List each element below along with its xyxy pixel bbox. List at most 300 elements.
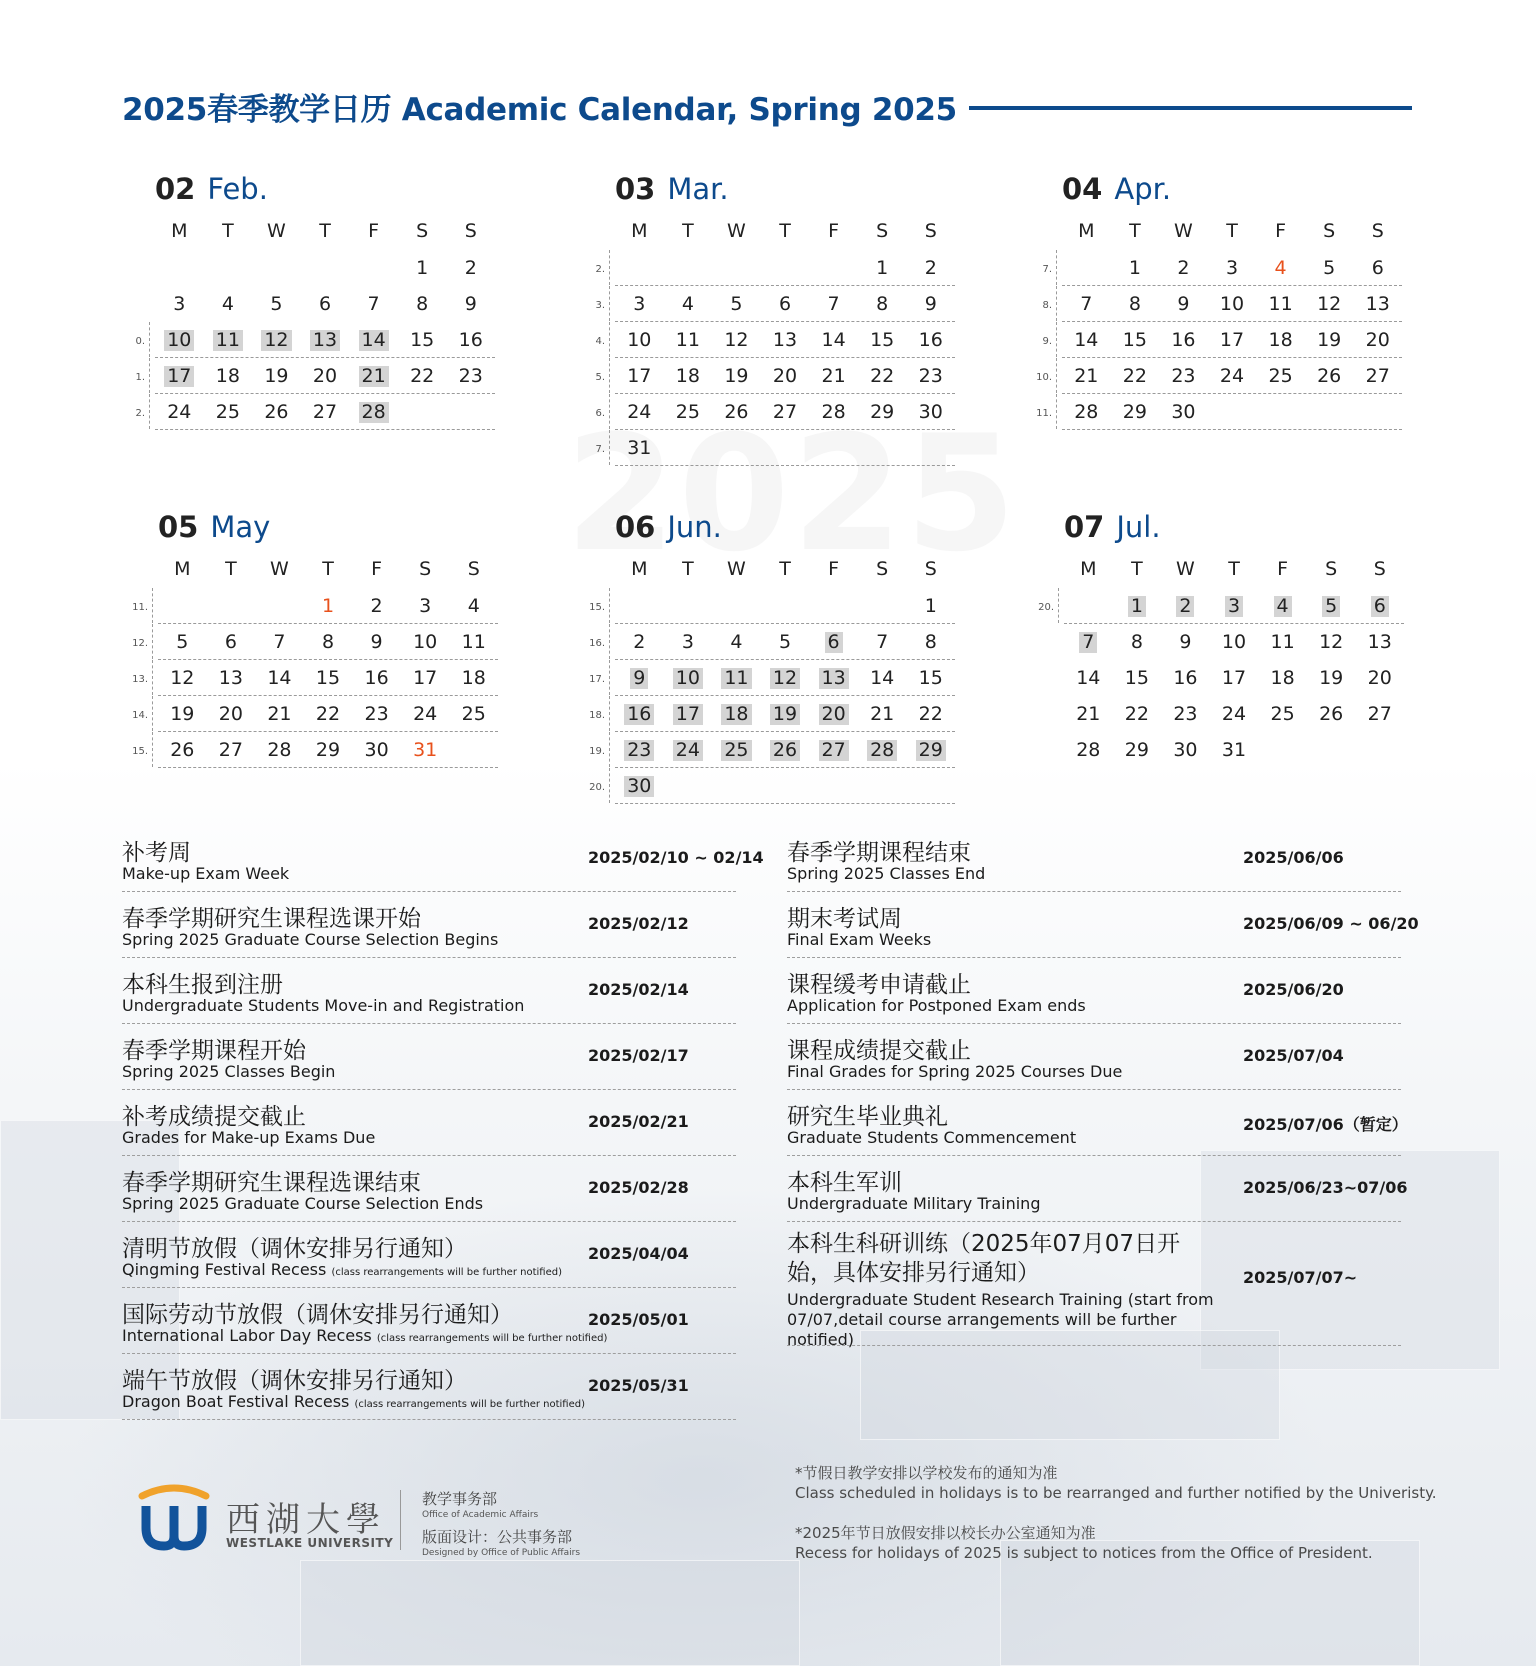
calendar-day	[712, 257, 761, 279]
calendar-day	[1307, 595, 1356, 617]
calendar-day	[301, 293, 350, 315]
calendar-day	[1208, 293, 1257, 315]
calendar-day	[446, 401, 495, 423]
week-divider	[609, 322, 610, 357]
teaching-week-number: 20.	[1038, 602, 1054, 613]
event-title-cn: 课程缓考申请截止	[787, 972, 971, 998]
event-date: 2025/05/01	[588, 1310, 689, 1329]
day-number: 20	[312, 364, 338, 387]
calendar-day	[449, 703, 498, 725]
calendar-day	[858, 595, 907, 617]
teaching-week-number: 0.	[135, 336, 145, 347]
calendar-day	[255, 703, 304, 725]
event-title-en-text: International Labor Day Recess	[122, 1326, 372, 1345]
month-name: Jun.	[667, 510, 722, 544]
day-number: 8	[321, 630, 335, 653]
calendar-day	[664, 401, 713, 423]
calendar-day	[1210, 703, 1259, 725]
day-number: 25	[675, 400, 700, 423]
day-number: 11	[213, 330, 243, 351]
event-note: (class rearrangements will be further notified)	[331, 1267, 562, 1278]
calendar-day	[1353, 329, 1402, 351]
calendar-day	[906, 631, 955, 653]
week-divider	[1056, 322, 1057, 357]
day-number: 10	[627, 328, 652, 351]
day-number: 22	[870, 364, 895, 387]
calendar-day	[398, 365, 447, 387]
day-number: 30	[1171, 400, 1196, 423]
day-number: 25	[721, 740, 751, 761]
day-number: 6	[1371, 256, 1384, 279]
day-number: 30	[1173, 739, 1198, 761]
day-number: 4	[681, 292, 694, 315]
day-number: 16	[1171, 328, 1196, 351]
day-number: 1	[1128, 596, 1146, 617]
day-number: 9	[1179, 631, 1192, 653]
calendar-day	[615, 437, 664, 459]
month-header	[125, 172, 495, 212]
event-title-en	[122, 1128, 375, 1147]
calendar-day	[1305, 293, 1354, 315]
calendar-day	[349, 257, 398, 279]
week-divider	[609, 430, 610, 465]
calendar-event	[122, 1090, 736, 1156]
calendar-day	[712, 329, 761, 351]
week-row	[595, 394, 955, 430]
day-number: 29	[1124, 739, 1149, 761]
teaching-week-number: 12.	[132, 638, 148, 649]
day-number: 5	[1323, 256, 1336, 279]
calendar-day	[712, 401, 761, 423]
calendar-day	[349, 365, 398, 387]
event-date: 2025/06/09 ~ 06/20	[1243, 914, 1419, 933]
calendar-day	[1355, 631, 1404, 653]
day-number: 26	[1317, 364, 1342, 387]
day-number: 14	[267, 666, 292, 689]
week-row	[1042, 286, 1402, 322]
calendar-day	[761, 365, 810, 387]
day-number: 26	[170, 738, 195, 761]
calendar-day	[1159, 293, 1208, 315]
calendar-day	[204, 401, 253, 423]
weekday-label: F	[368, 220, 380, 242]
day-number: 21	[267, 702, 292, 725]
day-number: 23	[1171, 364, 1196, 387]
day-number: 25	[461, 702, 486, 725]
week-row	[589, 624, 955, 660]
calendar-day	[906, 365, 955, 387]
title-rule	[969, 106, 1412, 110]
calendar-day	[1113, 631, 1162, 653]
day-number: 18	[721, 704, 751, 725]
calendar-day	[1062, 365, 1111, 387]
event-title-cn: 课程成绩提交截止	[787, 1038, 971, 1064]
calendar-day	[809, 595, 858, 617]
calendar-day	[155, 257, 204, 279]
calendar-day	[809, 739, 858, 761]
event-title-en	[122, 930, 498, 949]
day-number: 14	[1074, 328, 1099, 351]
day-number: 4	[730, 630, 743, 653]
footnotes	[795, 1462, 1495, 1582]
calendar-day	[761, 775, 810, 797]
calendar-day	[615, 703, 664, 725]
events-right	[787, 826, 1419, 1349]
day-number: 6	[825, 632, 843, 653]
day-number: 28	[821, 400, 846, 423]
day-number: 22	[410, 364, 435, 387]
day-number: 3	[633, 292, 646, 315]
calendar-day	[1161, 595, 1210, 617]
day-number: 13	[1365, 292, 1390, 315]
day-number: 26	[770, 740, 800, 761]
calendar-event	[122, 826, 764, 892]
day-number: 28	[1076, 739, 1101, 761]
calendar-day	[1064, 667, 1113, 689]
calendar-day	[712, 365, 761, 387]
day-number: 28	[1074, 400, 1099, 423]
day-number: 15	[918, 666, 943, 689]
day-number: 2	[1177, 256, 1190, 279]
event-title-en-text: Qingming Festival Recess	[122, 1260, 327, 1279]
calendar-event	[122, 1222, 736, 1288]
calendar-day	[446, 365, 495, 387]
month-header	[1034, 510, 1404, 550]
calendar-day	[664, 365, 713, 387]
teaching-week-number: 15.	[132, 746, 148, 757]
calendar-day	[906, 293, 955, 315]
weekday-header-row	[1062, 212, 1402, 250]
calendar-day	[304, 667, 353, 689]
logo-chinese-name: 西湖大學	[226, 1500, 386, 1540]
weekday-label: W	[267, 220, 286, 242]
calendar-day	[449, 667, 498, 689]
day-number: 13	[772, 328, 798, 351]
weekday-label: S	[464, 220, 477, 242]
calendar-day	[615, 257, 664, 279]
calendar-day	[858, 293, 907, 315]
calendar-day	[301, 401, 350, 423]
weekday-label: W	[727, 558, 746, 580]
calendar-day	[809, 775, 858, 797]
event-title-en	[787, 930, 931, 949]
calendar-day	[809, 329, 858, 351]
week-row	[132, 732, 498, 768]
month-feb	[125, 172, 495, 430]
day-number: 24	[1221, 703, 1247, 725]
calendar-day	[352, 595, 401, 617]
teaching-week-number: 4.	[595, 336, 605, 347]
day-number: 11	[1270, 631, 1295, 653]
day-number: 26	[264, 400, 289, 423]
event-note: (class rearrangements will be further notified)	[376, 1333, 608, 1344]
day-number: 19	[770, 704, 800, 725]
week-divider	[152, 660, 153, 695]
week-divider	[609, 286, 610, 321]
calendar-day	[761, 293, 810, 315]
calendar-day	[809, 703, 858, 725]
day-number: 7	[827, 292, 840, 315]
day-number: 27	[312, 400, 338, 423]
calendar-day	[809, 257, 858, 279]
day-number: 25	[215, 400, 240, 423]
event-title-cn: 清明节放假（调休安排另行通知）	[122, 1236, 467, 1262]
calendar-day	[304, 595, 353, 617]
calendar-day	[158, 631, 207, 653]
day-number: 22	[315, 702, 341, 725]
day-number: 2	[1176, 596, 1194, 617]
day-number: 14	[870, 666, 895, 689]
weekday-label: M	[1080, 558, 1097, 580]
calendar-day	[1161, 703, 1210, 725]
weekday-label: T	[225, 558, 237, 580]
calendar-day	[858, 257, 907, 279]
day-number: 5	[778, 630, 792, 653]
calendar-day	[304, 739, 353, 761]
calendar-day	[401, 667, 450, 689]
event-title-cn: 期末考试周	[787, 906, 902, 932]
note-en: Recess for holidays of 2025 is subject to notices from the Office of President.	[795, 1544, 1373, 1562]
week-row	[589, 696, 955, 732]
day-number: 5	[1322, 596, 1340, 617]
day-number: 9	[370, 630, 383, 653]
week-divider	[149, 394, 150, 429]
day-number: 7	[1080, 292, 1093, 315]
day-number: 16	[364, 666, 389, 689]
day-number: 15	[410, 328, 435, 351]
calendar-day	[1307, 667, 1356, 689]
calendar-day	[1208, 401, 1257, 423]
calendar-event	[787, 1222, 1401, 1349]
week-divider	[1056, 394, 1057, 429]
week-row	[1064, 624, 1404, 660]
month-mar	[585, 172, 955, 466]
calendar-day	[255, 739, 304, 761]
weekday-label: T	[1131, 558, 1143, 580]
week-row	[595, 250, 955, 286]
day-number: 11	[675, 328, 700, 351]
event-title-en	[122, 1392, 585, 1411]
day-number: 11	[461, 630, 486, 653]
calendar-day	[712, 631, 761, 653]
teaching-week-number: 9.	[1042, 336, 1052, 347]
day-number: 28	[359, 402, 389, 423]
calendar-day	[664, 257, 713, 279]
week-row	[1036, 394, 1402, 430]
week-row	[1038, 588, 1404, 624]
teaching-week-number: 1.	[135, 372, 145, 383]
day-number: 4	[1274, 256, 1287, 279]
title-row	[122, 84, 1412, 128]
day-number: 29	[315, 738, 341, 761]
day-number: 1	[1128, 256, 1141, 279]
month-name: Mar.	[667, 172, 729, 206]
week-row	[589, 768, 955, 804]
calendar-day	[155, 329, 204, 351]
day-number: 8	[416, 293, 429, 315]
day-number: 23	[1173, 703, 1198, 725]
day-number: 9	[1177, 292, 1190, 315]
calendar-day	[858, 401, 907, 423]
calendar-day	[761, 257, 810, 279]
calendar-day	[1353, 365, 1402, 387]
calendar-day	[1258, 667, 1307, 689]
calendar-day	[906, 775, 955, 797]
day-number: 5	[270, 293, 283, 315]
day-number: 9	[924, 292, 937, 315]
day-number: 21	[821, 364, 846, 387]
month-header	[128, 510, 498, 550]
day-number: 6	[778, 292, 792, 315]
calendar-day	[664, 293, 713, 315]
calendar-day	[1305, 401, 1354, 423]
day-number: 17	[1221, 667, 1247, 689]
day-number: 2	[464, 257, 477, 279]
calendar-day	[158, 595, 207, 617]
day-number: 21	[1074, 364, 1099, 387]
calendar-day	[615, 365, 664, 387]
calendar-day	[761, 329, 810, 351]
calendar-day	[304, 703, 353, 725]
event-title-en-text: Graduate Students Commencement	[787, 1128, 1077, 1147]
weekday-label: T	[1226, 220, 1238, 242]
event-title-en	[122, 1326, 607, 1345]
day-number: 23	[364, 702, 389, 725]
day-number: 19	[1319, 667, 1344, 689]
teaching-week-number: 14.	[132, 710, 148, 721]
calendar-day	[204, 329, 253, 351]
event-date: 2025/06/20	[1243, 980, 1344, 999]
month-number: 05	[158, 510, 199, 544]
event-date: 2025/02/17	[588, 1046, 689, 1065]
event-title-en-text: Undergraduate Student Research Training (start from 07/07,detail course arrangements will be further notified)	[787, 1290, 1214, 1349]
calendar-day	[207, 667, 256, 689]
week-row	[1064, 732, 1404, 768]
calendar-day	[906, 667, 955, 689]
week-row	[1042, 322, 1402, 358]
calendar-day	[1355, 703, 1404, 725]
day-number: 3	[419, 594, 432, 617]
month-header	[585, 172, 955, 212]
event-title-cn: 春季学期研究生课程选课开始	[122, 906, 421, 932]
day-number: 1	[924, 594, 937, 617]
weekday-label: F	[1277, 558, 1289, 580]
calendar-day	[1355, 667, 1404, 689]
event-title-cn: 春季学期课程开始	[122, 1038, 306, 1064]
weekday-label: S	[876, 558, 889, 580]
day-number: 15	[1124, 667, 1149, 689]
calendar-day	[906, 595, 955, 617]
day-number: 24	[627, 400, 652, 423]
teaching-week-number: 17.	[589, 674, 605, 685]
calendar-day	[1210, 595, 1259, 617]
day-number: 13	[310, 330, 340, 351]
week-row	[155, 250, 495, 286]
event-title-cn: 补考周	[122, 840, 191, 866]
calendar-day	[158, 667, 207, 689]
calendar-day	[1062, 293, 1111, 315]
calendar-day	[858, 329, 907, 351]
calendar-day	[301, 257, 350, 279]
day-number: 1	[416, 257, 429, 279]
day-number: 17	[627, 364, 652, 387]
day-number: 8	[876, 292, 889, 315]
weekday-label: T	[1228, 558, 1240, 580]
event-title-en	[787, 1290, 1237, 1350]
day-number: 22	[1124, 703, 1149, 725]
calendar-event	[787, 826, 1401, 892]
office-academic-cn: 教学事务部	[422, 1490, 498, 1508]
day-number: 15	[315, 666, 341, 689]
calendar-day	[1159, 365, 1208, 387]
day-number: 10	[1221, 631, 1247, 653]
calendar-day	[207, 703, 256, 725]
calendar-day	[1062, 401, 1111, 423]
weekday-label: F	[828, 220, 840, 242]
day-number: 3	[681, 630, 694, 653]
calendar-day	[761, 631, 810, 653]
calendar-day	[1208, 329, 1257, 351]
day-number: 11	[721, 668, 751, 689]
week-divider	[609, 394, 610, 429]
event-title-en-text: Spring 2025 Classes End	[787, 864, 986, 883]
day-number: 17	[413, 666, 438, 689]
weekday-label: S	[1325, 558, 1338, 580]
calendar-day	[398, 329, 447, 351]
day-number: 20	[1367, 667, 1392, 689]
calendar-day	[1258, 739, 1307, 761]
calendar-day	[664, 739, 713, 761]
note-en: Class scheduled in holidays is to be rearranged and further notified by the Univeristy.	[795, 1484, 1437, 1502]
weekday-label: S	[1373, 558, 1386, 580]
calendar-day	[1161, 667, 1210, 689]
day-number: 29	[916, 740, 946, 761]
day-number: 7	[876, 630, 889, 653]
calendar-event	[122, 892, 736, 958]
calendar-day	[252, 401, 301, 423]
day-number: 20	[218, 702, 243, 725]
event-date: 2025/07/04	[1243, 1046, 1344, 1065]
event-date: 2025/05/31	[588, 1376, 689, 1395]
teaching-week-number: 19.	[589, 746, 605, 757]
calendar-day	[615, 329, 664, 351]
calendar-day	[809, 365, 858, 387]
weekday-label: T	[222, 220, 234, 242]
calendar-day	[1113, 739, 1162, 761]
day-number: 24	[413, 702, 438, 725]
calendar-day	[401, 703, 450, 725]
calendar-day	[207, 595, 256, 617]
weekday-header-row	[615, 212, 955, 250]
teaching-week-number: 5.	[595, 372, 605, 383]
calendar-day	[1111, 257, 1160, 279]
calendar-day	[301, 329, 350, 351]
calendar-day	[446, 329, 495, 351]
calendar-day	[1353, 401, 1402, 423]
day-number: 6	[1371, 596, 1389, 617]
calendar-day	[858, 775, 907, 797]
weekday-label: W	[1174, 220, 1193, 242]
calendar-day	[858, 667, 907, 689]
calendar-day	[304, 631, 353, 653]
page-title: 2025春季教学日历 Academic Calendar, Spring 2025	[122, 91, 957, 128]
weekday-header-row	[615, 550, 955, 588]
weekday-label: S	[876, 220, 889, 242]
weekday-label: W	[727, 220, 746, 242]
calendar-day	[301, 365, 350, 387]
week-row	[1064, 696, 1404, 732]
month-name: Apr.	[1114, 172, 1172, 206]
